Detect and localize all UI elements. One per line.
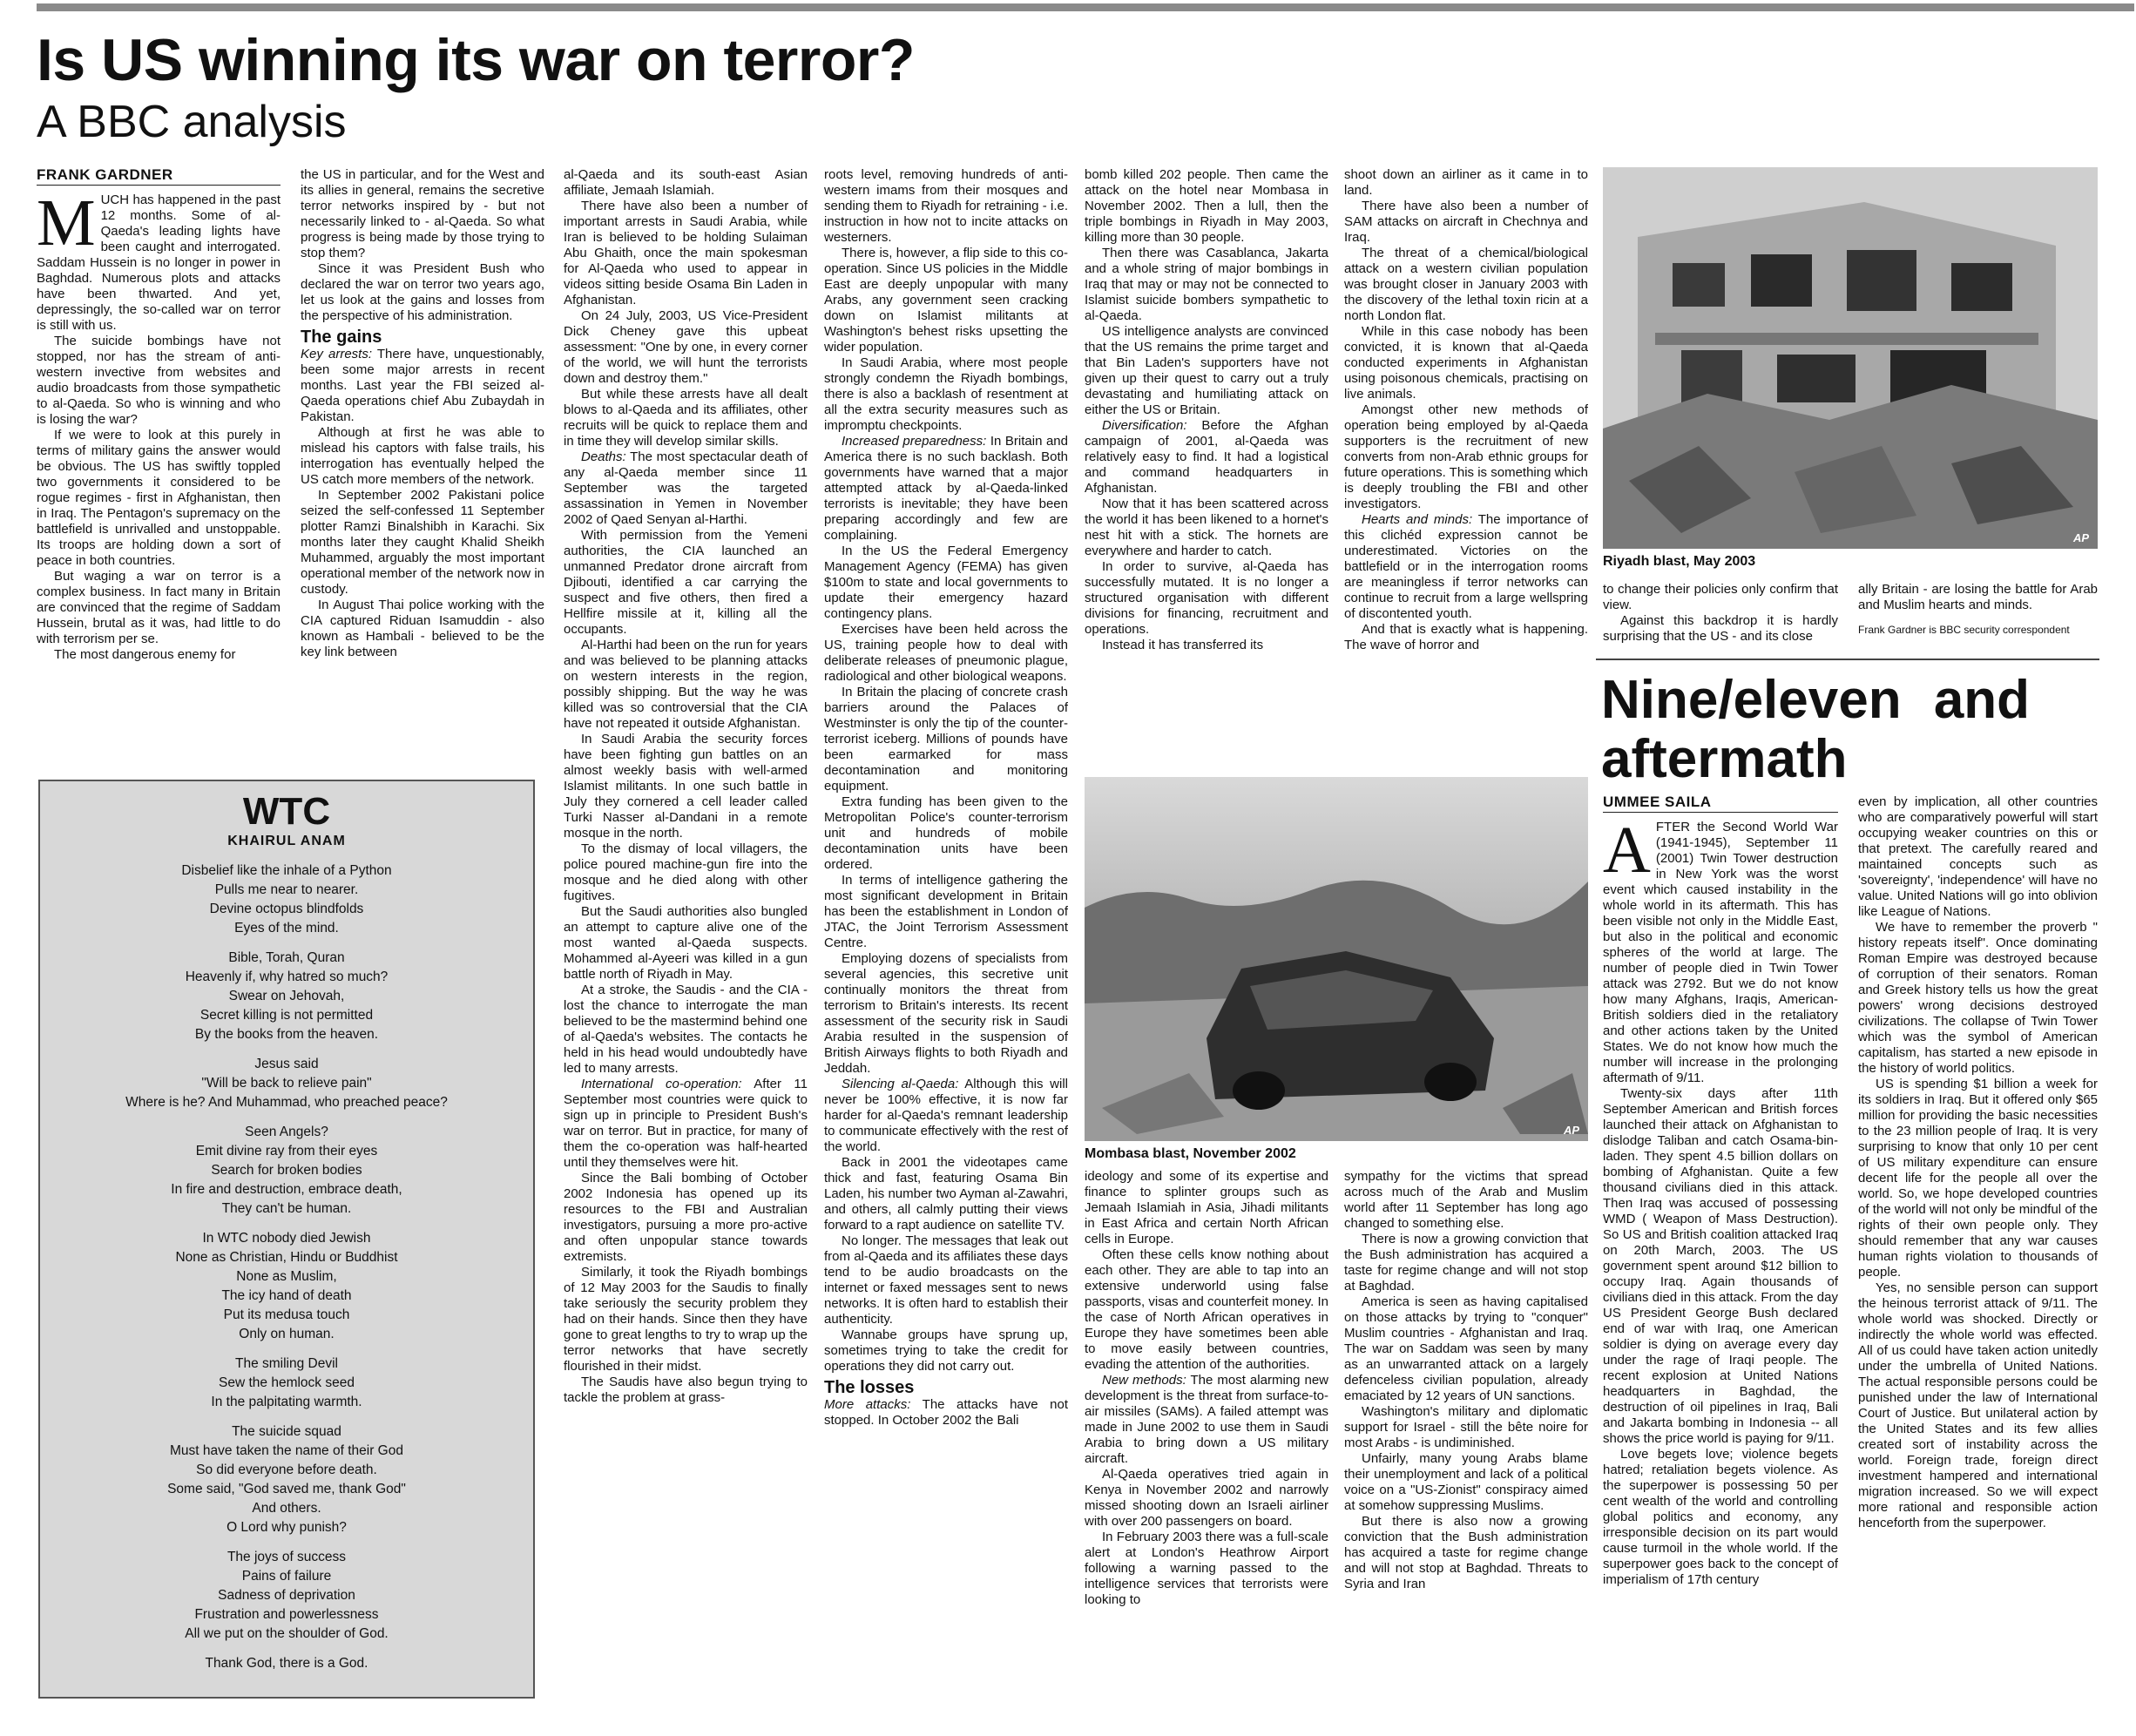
poem-line: None as Christian, Hindu or Buddhist — [175, 1250, 398, 1265]
paragraph: In terms of intelligence gathering the most significant development in Britain has been the establishment in London of JTAC, the Joint Terrorism Assessment Centre. — [824, 873, 1068, 950]
paragraph: America is seen as having capitalised on those attacks by trying to "conquer" Muslim countries - Afghanistan and Iraq. The war on Saddam was seen by many as an unwarranted attack on a largely defenceless civilian population, already emaciated by 12 years of UN sanctions. — [1344, 1294, 1588, 1403]
paragraph: Amongst other new methods of operation being employed by al-Qaeda supporters is the recruitment of new converts from non-Arab ethnic groups for future operations. This is something which is deeply troubling the FBI and other investigators. — [1344, 402, 1588, 511]
preparedness-label: Increased preparedness: — [842, 434, 987, 449]
paragraph: No longer. The messages that leak out from al-Qaeda and its affiliates these days tend to be audio broadcasts on the internet or faxed messages sent to news networks. It is often hard to establish their authenticity. — [824, 1233, 1068, 1327]
article1-column-6-top — [1344, 167, 1588, 749]
article1-column-5-bottom — [1085, 1169, 1328, 1699]
mombasa-caption: Mombasa blast, November 2002 — [1085, 1146, 1296, 1161]
poem-line: Some said, "God saved me, thank God" — [167, 1482, 406, 1496]
poem-line: And others. — [252, 1501, 321, 1516]
paragraph: With permission from the Yemeni authorities, the CIA launched an unmanned Predator drone aircraft from Djibouti, identified a car carrying the suspect and five others, then fired a Hellfire missile at it, killing all the occupants. — [564, 528, 808, 637]
paragraph: In order to survive, al-Qaeda has successfully mutated. It is no longer a structured organisation with different divisions for financing, recruitment and operations. — [1085, 559, 1328, 637]
paragraph: Similarly, it took the Riyadh bombings of 12 May 2003 for the Saudis to finally take seriously the security problem they had on their hands. Since then they have gone to great lengths to try to wrap up the terror networks that have secretly flourished in their midst. — [564, 1265, 808, 1374]
poem-line: The joys of success — [226, 1550, 347, 1564]
paragraph: FTER the Second World War (1941-1945), September 11 (2001) Twin Tower destruction in New York was the worst event which caused instability in the whole world in its aftermath. This has been visible not only in the Middle East, but also in the political and economic spheres of the world at large. The number of people died in Twin Tower attack was 2792. But we do not know how many Afghans, Iraqis, American-British soldiers died in the retaliatory and other actions taken by the United States. We do not know how much the number will increase in the prolonging aftermath of 9/11. — [1603, 820, 1838, 1085]
poem-line: Bible, Torah, Quran — [228, 950, 345, 965]
poem-stanza — [40, 1055, 533, 1112]
poem-line: In the palpitating warmth. — [211, 1395, 362, 1409]
paragraph: To the dismay of local villagers, the police poured machine-gun fire into the mosque and he died along with other fugitives. — [564, 841, 808, 903]
paragraph: The most dangerous enemy for — [54, 647, 236, 662]
key-arrests-paragraph — [301, 347, 544, 425]
new-methods-paragraph — [1085, 1373, 1328, 1467]
poem-line: None as Muslim, — [236, 1269, 337, 1284]
paragraph: But the Saudi authorities also bungled an attempt to capture alive one of the most wanted al-Qaeda suspects. Mohammed al-Ayeeri was killed in a gun battle north of Riyadh in May. — [564, 904, 808, 982]
article1-column-5-top — [1085, 167, 1328, 749]
riyadh-agency-mark: AP — [2073, 531, 2090, 544]
poem-line: O Lord why punish? — [226, 1520, 347, 1535]
poem-line: Jesus said — [254, 1057, 319, 1071]
article2-dropcap: A — [1603, 814, 1651, 887]
paragraph: In February 2003 there was a full-scale alert at London's Heathrow Airport following a warning passed to the intelligence services that terrorists were looking to — [1085, 1530, 1328, 1607]
poem-line: In WTC nobody died Jewish — [202, 1231, 371, 1246]
paragraph: In September 2002 Pakistani police seized the self-confessed 11 September plotter Ramzi Binalshibh in Karachi. Six months later they caught Khalid Sheikh Muhammed, arguably the most important operational member of the network now in custody. — [301, 488, 544, 597]
article1-col4c-paragraphs — [824, 1155, 1068, 1375]
article1-col1-paragraphs — [37, 186, 281, 663]
poem-line: All we put on the shoulder of God. — [185, 1626, 389, 1641]
more-attacks-text: The attacks have not stopped. In October 2002 the Bali — [824, 1397, 1068, 1428]
paragraph: In Saudi Arabia the security forces have been fighting gun battles on an almost weekly basis with well-armed Islamist militants. In one such battle in July they cornered a cell leader called Turki Nasser al-Dandani in a remote mosque in the north. — [564, 732, 808, 841]
article1-column-4 — [824, 167, 1068, 1699]
article1-column-6-bottom — [1344, 1169, 1588, 1699]
more-attacks-paragraph — [824, 1397, 1068, 1429]
paragraph: While in this case nobody has been convicted, it is known that al-Qaeda conducted experiments in Afghanistan using poisonous chemicals, practising on live animals. — [1344, 324, 1588, 402]
poem-line: So did everyone before death. — [196, 1462, 377, 1477]
paragraph: There is now a growing conviction that the Bush administration has acquired a taste for regime change and will not stop at Baghdad. — [1344, 1232, 1588, 1294]
poem-line: The suicide squad — [232, 1424, 341, 1439]
poem-stanza — [40, 1654, 533, 1673]
silencing-label: Silencing al-Qaeda: — [842, 1077, 959, 1091]
intl-cooperation-label: International co-operation: — [581, 1077, 742, 1091]
losses-heading: The losses — [824, 1378, 915, 1397]
paragraph: At a stroke, the Saudis - and the CIA - lost the chance to interrogate the man believed to be the mastermind behind one of al-Qaeda's websites. The contacts he held in his head would undoubtedly have led to many arrests. — [564, 983, 808, 1076]
preparedness-text: In Britain and America there is no such backlash. Both governments have warned that a major attempted attack by al-Qaeda-linked terrorists is inevitable; they have been preparing accordingly and few are complaining. — [824, 434, 1068, 543]
paragraph: In Britain the placing of concrete crash barriers around the Palaces of Westminster is only the tip of the counter-terrorist iceberg. Millions of pounds have been earmarked for mass decontamination and monitoring equipment. — [824, 685, 1068, 794]
poem-line: Search for broken bodies — [211, 1163, 362, 1178]
paragraph: We have to remember the proverb " history repeats itself". Once dominating Roman Empire was destroyed because of corruption of their senators. Roman and Greek history tells us how the great powers' wrong decisions destroyed civilizations. The collapse of Twin Tower which was the symbol of American capitalism, has started a new episode in the history of world politics. — [1858, 920, 2098, 1076]
article2-column-1 — [1603, 794, 1838, 1699]
article1-column-2 — [301, 167, 544, 768]
more-attacks-label: More attacks: — [824, 1397, 911, 1412]
silencing-paragraph — [824, 1077, 1068, 1155]
hearts-minds-label: Hearts and minds: — [1362, 512, 1473, 527]
article1-col6c-paragraphs — [1344, 1169, 1588, 1592]
paragraph: US is spending $1 billion a week for its soldiers in Iraq. But it offered only $65 million for providing the basic necessities to the 23 million people of Iraq. It is very surprising to know that only 10 per cent of US military expenditure can ensure decent life for the people all over the world. So, we hope developed countries of the world will not only be mindful of the rights of their own people only. They should remember that any war causes human rights violation to thousands of people. — [1858, 1077, 2098, 1280]
poem-line: Pulls me near to nearer. — [214, 882, 359, 897]
author-credit: Frank Gardner is BBC security correspondent — [1858, 624, 2070, 636]
key-arrests-text: There have, unquestionably, been some major arrests in recent months. Last year the FBI seized al-Qaeda operations chief Abu Zubaydah in Pakistan. — [301, 347, 544, 424]
paragraph: Since it was President Bush who declared the war on terror two years ago, let us look at the gains and losses from the perspective of his administration. — [301, 261, 544, 323]
paragraph: Often these cells know nothing about each other. They are able to tap into an extensive underworld using false passports, visas and counterfeit money. In the case of North African operatives in Europe they have sometimes been able to move easily between countries, evading the attention of the authorities. — [1085, 1247, 1328, 1372]
new-methods-label: New methods: — [1102, 1373, 1186, 1388]
poem-line: Put its medusa touch — [223, 1307, 350, 1322]
intl-cooperation-text: After 11 September most countries were quick to sign up in principle to President Bush's war on terror. But in practice, for many of them the co-operation was half-hearted until they themselves were hit. — [564, 1077, 808, 1170]
paragraph: On 24 July, 2003, US Vice-President Dick Cheney gave this upbeat assessment: "One by one, in every corner of the world, we will hunt the terrorists down and destroy them." — [564, 308, 808, 386]
article1-col4a-paragraphs — [824, 167, 1068, 434]
paragraph: the US in particular, and for the West and its allies in general, remains the secretive terror networks inspired by - but not necessarily linked to - al-Qaeda. So what progress is being made by those trying to stop them? — [301, 167, 544, 260]
article1-col3b-paragraphs — [564, 528, 808, 1077]
poem-stanza — [40, 949, 533, 1044]
article1-col5c-paragraphs — [1085, 1169, 1328, 1373]
article1-column-3 — [564, 167, 808, 1699]
paragraph: In Saudi Arabia, where most people strongly condemn the Riyadh bombings, there is also a backlash of resentment at all the extra security measures such as impromptu checkpoints. — [824, 355, 1068, 433]
poem-title: WTC — [242, 790, 331, 833]
article1-column-7a — [1603, 582, 1838, 652]
poem-author: KHAIRUL ANAM — [227, 834, 346, 848]
paragraph: to change their policies only confirm that view. — [1603, 582, 1838, 612]
article1-column-7b — [1858, 582, 2098, 652]
article1-col5b-paragraphs — [1085, 496, 1328, 653]
top-rule — [37, 3, 2134, 11]
article1-dropcap: M — [37, 186, 96, 260]
paragraph: ally Britain - are losing the battle for Arab and Muslim hearts and minds. — [1858, 582, 2098, 612]
article1-col7b-paragraphs — [1858, 582, 2098, 613]
paragraph: Yes, no sensible person can support the heinous terrorist attack of 9/11. The whole world was shocked. Directly or indirectly the whole world was effected. All of us could have taken action unitedly under the umbrella of United Nations. The actual responsible persons could be punished under the law of International Court of Justice. But unilateral action by the United States and its few allies created sort of instability across the world. Foreign trade, foreign direct investment hampered and international migration increased. So we will expect more rational and responsible action henceforth from the superpower. — [1858, 1280, 2098, 1530]
paragraph: US intelligence analysts are convinced that the US remains the prime target and that Bin Laden's supporters have not given up their quest to carry out a truly devastating and humiliating attack on either the US or Britain. — [1085, 324, 1328, 417]
paragraph: Employing dozens of specialists from several agencies, this secretive unit continually monitors the threat from terrorism to Britain's interests. Its recent assessment of the security risk in Saudi Arabia resulted in the suspension of British Airways flights to both Riyadh and Jeddah. — [824, 951, 1068, 1076]
paragraph: Against this backdrop it is hardly surprising that the US - and its close — [1603, 613, 1838, 644]
poem-line: Emit divine ray from their eyes — [195, 1144, 378, 1158]
poem-stanza — [40, 1123, 533, 1219]
paragraph: Unfairly, many young Arabs blame their unemployment and lack of a political voice on a "US-Zionist" conspiracy aimed at somehow suppressing Muslims. — [1344, 1451, 1588, 1513]
article1-column-1 — [37, 167, 281, 760]
deaths-paragraph — [564, 449, 808, 528]
poem-stanza — [40, 1422, 533, 1537]
diversification-label: Diversification: — [1102, 418, 1187, 433]
poem-line: Swear on Jehovah, — [228, 989, 345, 1003]
poem-line: Heavenly if, why hatred so much? — [185, 969, 389, 984]
section-divider — [1596, 659, 2099, 660]
poem-line: They can't be human. — [221, 1201, 352, 1216]
paragraph: If we were to look at this purely in terms of military gains the answer would be obvious. The US has swiftly toppled two governments it considered to be rogue regimes - first in Afghanistan, then in Iraq. The Pentagon's supremacy on the battlefield is unrivalled and unstoppable. Its troops are holding down a sort of peace in both countries. — [37, 428, 281, 568]
article2-col1-paragraphs — [1603, 814, 1838, 1588]
article1-col2a-paragraphs — [301, 167, 544, 324]
diversification-paragraph — [1085, 418, 1328, 496]
poem-stanza — [40, 1354, 533, 1412]
intl-cooperation-paragraph — [564, 1077, 808, 1171]
silencing-text: Although this will never be 100% effective, it is now far harder for al-Qaeda's remnant leadership to communicate effectively with the rest of the world. — [824, 1077, 1068, 1154]
preparedness-paragraph — [824, 434, 1068, 544]
paragraph: al-Qaeda and its south-east Asian affiliate, Jemaah Islamiah. — [564, 167, 808, 198]
paragraph: Back in 2001 the videotapes came thick and fast, featuring Osama Bin Laden, his number two Ayman al-Zawahri, and others, all calmly putting their views forward to a rapt audience on satellite TV. — [824, 1155, 1068, 1233]
mombasa-blast-photo — [1085, 777, 1588, 1141]
poem-stanza — [40, 861, 533, 938]
headline: Is US winning its war on terror? — [37, 27, 915, 93]
poem-line: By the books from the heaven. — [194, 1027, 379, 1042]
article1-byline: FRANK GARDNER — [37, 167, 281, 186]
paragraph: Extra funding has been given to the Metropolitan Police's counter-terrorism unit and hundreds of mobile decontamination units have been ordered. — [824, 794, 1068, 872]
poem-line: Where is he? And Muhammad, who preached peace? — [125, 1095, 448, 1110]
poem-stanza — [40, 1548, 533, 1644]
poem-line: Disbelief like the inhale of a Python — [181, 863, 392, 878]
paragraph: Then there was Casablanca, Jakarta and a whole string of major bombings in Iraq that may or may not be connected to Islamist suicide bombers sympathetic to al-Qaeda. — [1085, 246, 1328, 323]
article2-col2-paragraphs — [1858, 794, 2098, 1531]
paragraph: Exercises have been held across the US, training people how to deal with deliberate releases of pneumonic plague, radiological and other biological weapons. — [824, 622, 1068, 684]
mombasa-agency-mark: AP — [1564, 1124, 1580, 1137]
paragraph: Washington's military and diplomatic support for Israel - still the bête noire for most Arabs - is undiminished. — [1344, 1404, 1588, 1450]
poem-line: Eyes of the mind. — [234, 921, 339, 936]
paragraph: Although at first he was able to mislead his captors with false trails, his interrogation has eventually helped the US catch more members of the network. — [301, 425, 544, 487]
paragraph: But while these arrests have all dealt blows to al-Qaeda and its affiliates, other recruits will be quick to replace them and in time they will develop similar skills. — [564, 387, 808, 449]
diversification-text: Before the Afghan campaign of 2001, al-Qaeda was relatively easy to find. It had a logistical and command headquarters in Afghanistan. — [1085, 418, 1328, 496]
paragraph: Since the Bali bombing of October 2002 Indonesia has opened up its resources to the FBI and Australian investigators, pursuing a more pro-active and often unpopular stance towards extremists. — [564, 1171, 808, 1264]
poem-line: Secret killing is not permitted — [199, 1008, 374, 1023]
article1-col6a-paragraphs — [1344, 167, 1588, 512]
paragraph: Love begets love; violence begets hatred; retaliation begets violence. As the superpower is possessing 50 per cent wealth of the world and controlling global politics and economy, any irresponsible decision on its part would cause turmoil in the whole world. If the superpower goes back to the concept of imperialism of 17th century — [1603, 1447, 1838, 1587]
article2-byline: UMMEE SAILA — [1603, 794, 1838, 813]
poem-line: Sew the hemlock seed — [219, 1375, 355, 1390]
paragraph: The threat of a chemical/biological attack on a western civilian population was brought closer in January 2003 with the discovery of the lethal toxin ricin at a north London flat. — [1344, 246, 1588, 323]
deaths-label: Deaths: — [581, 449, 626, 464]
paragraph: But there is also now a growing conviction that the Bush administration has acquired a taste for regime change and will not stop at Baghdad. Threats to Syria and Iran — [1344, 1514, 1588, 1591]
article1-col6b-paragraphs — [1344, 622, 1588, 653]
paragraph: In August Thai police working with the CIA captured Riduan Isamuddin - also known as Hambali - believed to be the key link between — [301, 598, 544, 659]
poem-stanza — [40, 1229, 533, 1344]
poem-line: Must have taken the name of their God — [170, 1443, 403, 1458]
paragraph: There have also been a number of SAM attacks on aircraft in Chechnya and Iraq. — [1344, 199, 1588, 245]
hearts-minds-paragraph — [1344, 512, 1588, 622]
paragraph: roots level, removing hundreds of anti-western imams from their mosques and sending them to Riyadh for retraining - i.e. instruction in how not to incite attacks on westerners. — [824, 167, 1068, 245]
paragraph: ideology and some of its expertise and finance to splinter groups such as Jemaah Islamiah in Asia, Jihadi militants in East Africa and certain North African cells in Europe. — [1085, 1169, 1328, 1246]
paragraph: Al-Harthi had been on the run for years and was believed to be planning attacks on western interests in the region, possibly shipping. But the way he was killed was so controversial that the CIA have not repeated it outside Afghanistan. — [564, 638, 808, 731]
article2-column-2 — [1858, 794, 2098, 1699]
poem-line: Frustration and powerlessness — [194, 1607, 379, 1622]
paragraph: bomb killed 202 people. Then came the attack on the hotel near Mombasa in November 2002. Then a lull, then the triple bombings in Riyadh in May 2003, killing more than 30 people. — [1085, 167, 1328, 245]
article1-col5d-paragraphs — [1085, 1467, 1328, 1608]
key-arrests-label: Key arrests: — [301, 347, 372, 361]
poem-line: In fire and destruction, embrace death, — [171, 1182, 402, 1197]
paragraph: But waging a war on terror is a complex business. In fact many in Britain are convinced that the regime of Saddam Hussein, brutal as it was, had little to do with terrorism per se. — [37, 569, 281, 646]
gains-heading: The gains — [301, 328, 382, 347]
paragraph: There is, however, a flip side to this co-operation. Since US policies in the Middle East are deeply unpopular with many Arabs, any government seen cracking down on Islamist militants at Washington's behest risks upsetting the wider population. — [824, 246, 1068, 355]
poem-line: Thank God, there is a God. — [205, 1656, 368, 1671]
poem-stanzas — [40, 861, 533, 1673]
poem-line: Devine octopus blindfolds — [209, 902, 364, 916]
hearts-minds-text: The importance of this clichéd expression cannot be underestimated. Victories on the battlefield or in the interrogation rooms are meaningless if terror networks can continue to recruit from a large wellspring of discontented youth. — [1344, 512, 1588, 621]
paragraph: UCH has happened in the past 12 months. Some of al-Qaeda's leading lights have been caught and interrogated. Saddam Hussein is no longer in power in Baghdad. Numerous plots and attacks have been thwarted. And yet, depressingly, the so-called war on terror is still with us. — [37, 193, 281, 333]
riyadh-blast-photo — [1603, 167, 2098, 549]
paragraph: Wannabe groups have sprung up, sometimes trying to take the credit for operations they did not carry out. — [824, 1327, 1068, 1374]
poem-line: Sadness of deprivation — [218, 1588, 355, 1603]
article1-col7a-paragraphs — [1603, 582, 1838, 645]
paragraph: Now that it has been scattered across the world it has been likened to a hornet's nest hit with a stick. The hornets are everywhere and harder to catch. — [1085, 496, 1328, 558]
new-methods-text: The most alarming new development is the threat from surface-to-air missiles (SAMs). A failed attempt was made in June 2002 to use them in Saudi Arabia to bring down a US military aircraft. — [1085, 1373, 1328, 1466]
article2-title: Nine/eleven and aftermath — [1601, 670, 2031, 789]
paragraph: shoot down an airliner as it came in to land. — [1344, 167, 1588, 198]
riyadh-caption: Riyadh blast, May 2003 — [1603, 554, 1756, 569]
paragraph: Twenty-six days after 11th September American and British forces launched their attack on Afghanistan to dislodge Taliban and catch Osama-bin-laden. They spent 4.5 billion dollars on bombing of Afghanistan. Quite a few thousand civilians died in this attack. Then Iraq was accused of possessing WMD ( Weapon of Mass Destruction). So US and British coalition attacked Iraq on 20th March, 2003. The US government spent around $12 billion to occupy Iraq. Again thousands of civilians died in this attack. From the day US President George Bush declared end of war with Iraq, one American soldier is dying on average every day under the rage of Iraqi people. The recent explosion at United Nations headquarters in Baghdad, the destruction of oil pipelines in Iraq, Bali and Jakarta bombing in Indonesia -- all shows the price world is paying for 9/11. — [1603, 1086, 1838, 1446]
paragraph: The suicide bombings have not stopped, nor has the stream of anti-western invective from websites and audio broadcasts from those sympathetic to al-Qaeda. So who is winning and who is losing the war? — [37, 334, 281, 427]
article1-col3a-paragraphs — [564, 167, 808, 449]
subheadline: A BBC analysis — [37, 97, 347, 147]
paragraph: sympathy for the victims that spread across much of the Arab and Muslim world after 11 September has long ago changed to something else. — [1344, 1169, 1588, 1231]
article1-col4b-paragraphs — [824, 544, 1068, 1077]
paragraph: even by implication, all other countries who are comparatively powerful will start occupying weaker countries on this or that pretext. The carefully reared and maintained concepts such as 'sovereignty', 'independence' will have no value. United Nations will go into oblivion like League of Nations. — [1858, 794, 2098, 919]
article1-col2b-paragraphs — [301, 425, 544, 660]
poem-line: The smiling Devil — [234, 1356, 338, 1371]
poem-line: Pains of failure — [241, 1569, 332, 1584]
poem-line: Only on human. — [239, 1327, 335, 1341]
poem-line: The icy hand of death — [221, 1288, 352, 1303]
article1-col3c-paragraphs — [564, 1171, 808, 1406]
paragraph: There have also been a number of important arrests in Saudi Arabia, while Iran is believed to be holding Sulaiman Abu Ghaith, once the main spokesman for Al-Qaeda who used to appear in videos sitting beside Osama Bin Laden in Afghanistan. — [564, 199, 808, 307]
poem-line: "Will be back to relieve pain" — [201, 1076, 372, 1091]
paragraph: And that is exactly what is happening. The wave of horror and — [1344, 622, 1588, 652]
deaths-text: The most spectacular death of any al-Qaeda member since 11 September was the targeted assassination in Yemen in November 2002 of Qaed Senyan al-Harthi. — [564, 449, 808, 527]
wtc-poem-box — [38, 780, 535, 1699]
paragraph: Instead it has transferred its — [1102, 638, 1264, 652]
paragraph: Al-Qaeda operatives tried again in Kenya in November 2002 and narrowly missed shooting down an Israeli airliner with over 200 passengers on board. — [1085, 1467, 1328, 1529]
paragraph: In the US the Federal Emergency Management Agency (FEMA) has given $100m to state and local governments to update their emergency hazard contingency plans. — [824, 544, 1068, 621]
paragraph: The Saudis have also begun trying to tackle the problem at grass- — [564, 1375, 808, 1405]
poem-line: Seen Angels? — [245, 1125, 328, 1139]
article1-col5a-paragraphs — [1085, 167, 1328, 418]
